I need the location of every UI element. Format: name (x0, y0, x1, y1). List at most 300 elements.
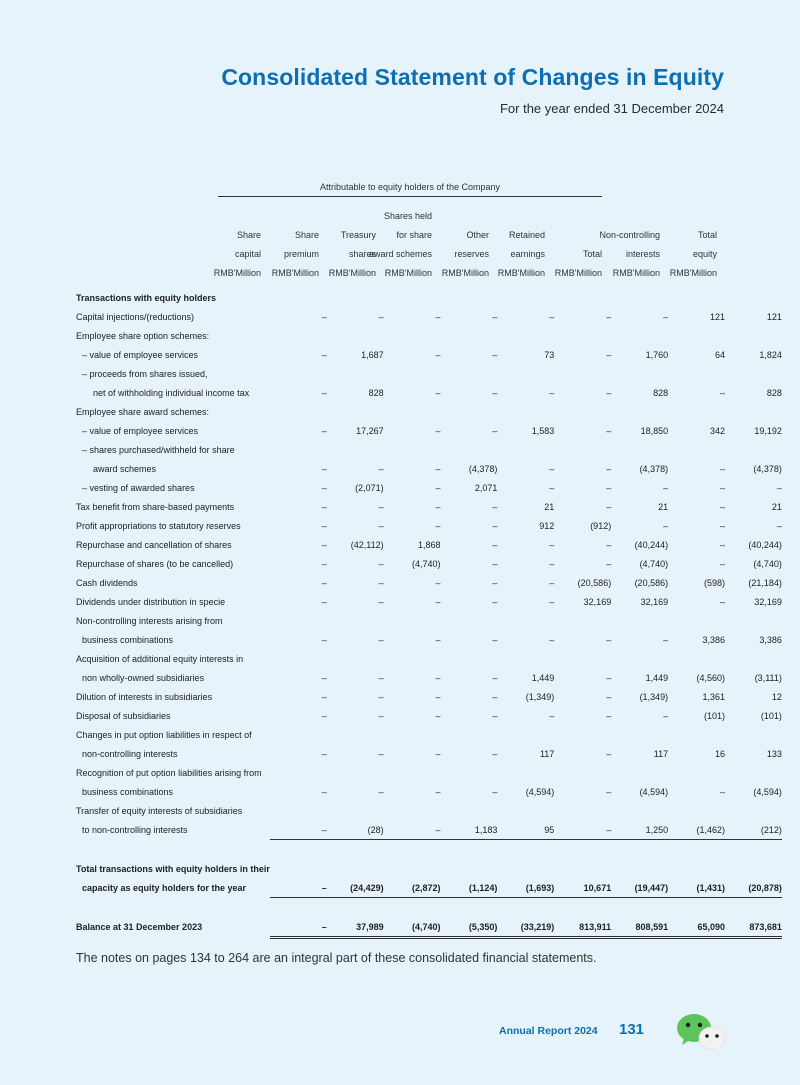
column-header-line (637, 207, 717, 226)
cell-value: – (378, 577, 384, 588)
column-header-line: Retained (508, 230, 545, 240)
cell-value: – (321, 463, 327, 474)
cell-value: (5,350) (441, 917, 498, 938)
cell-value (611, 611, 668, 630)
cell-value (441, 611, 498, 630)
cell-value: (4,378) (468, 463, 498, 474)
table-row (76, 440, 782, 459)
cell-value: 828 (368, 387, 384, 398)
cell-value: – (663, 710, 669, 721)
equity-table (76, 288, 782, 939)
cell-value (554, 898, 611, 918)
cell-value: (1,462) (668, 820, 725, 840)
cell-value: – (492, 596, 498, 607)
cell-value: 95 (497, 820, 554, 840)
cell-value: 18,850 (640, 425, 669, 436)
cell-value: – (606, 349, 612, 360)
cell-value: – (492, 539, 498, 550)
cell-value (611, 763, 668, 782)
table-row (76, 859, 782, 878)
cell-value (611, 402, 668, 421)
row-label: Total transactions with equity holders in their (76, 863, 270, 874)
cell-value: – (549, 463, 555, 474)
table-row (76, 326, 782, 345)
cell-value (327, 402, 384, 421)
cell-value (668, 611, 725, 630)
cell-value: – (321, 349, 327, 360)
row-label: Repurchase of shares (to be cancelled) (76, 558, 234, 569)
cell-value (554, 288, 611, 307)
cell-value (327, 326, 384, 345)
table-row (76, 288, 782, 307)
cell-value: (20,586) (634, 577, 669, 588)
cell-value (668, 402, 725, 421)
row-label: Transactions with equity holders (76, 292, 217, 303)
cell-value: (2,071) (355, 482, 384, 493)
footer-note: The notes on pages 134 to 264 are an integral part of these consolidated financial statements. (76, 951, 597, 965)
report-name: Annual Report 2024 (499, 1025, 598, 1037)
cell-value (725, 288, 782, 307)
cell-value: – (606, 634, 612, 645)
cell-value: 1,687 (361, 349, 384, 360)
column-header-line: reserves (454, 249, 489, 259)
cell-value: 121 (709, 311, 725, 322)
cell-value (611, 364, 668, 383)
cell-value (497, 326, 554, 345)
cell-value: 32,169 (754, 596, 782, 607)
cell-value (611, 898, 668, 918)
cell-value: 64 (714, 349, 725, 360)
cell-value: 32,169 (583, 596, 612, 607)
table-row (76, 801, 782, 820)
column-header-line: premium (283, 249, 319, 259)
cell-value (668, 440, 725, 459)
cell-value (270, 611, 327, 630)
cell-value (725, 649, 782, 668)
column-header-line: interests (625, 249, 660, 259)
cell-value: – (270, 878, 327, 898)
cell-value (725, 859, 782, 878)
cell-value: 1,824 (759, 349, 782, 360)
table-row (76, 478, 782, 497)
row-label: Capital injections/(reductions) (76, 311, 195, 322)
cell-value: 121 (766, 311, 782, 322)
column-header-line: Share (236, 230, 261, 240)
table-row (76, 840, 782, 860)
cell-value (270, 364, 327, 383)
row-label: Profit appropriations to statutory reserves (76, 520, 241, 531)
table-row (76, 649, 782, 668)
cell-value: (101) (760, 710, 782, 721)
cell-value (497, 898, 554, 918)
table-row (76, 820, 782, 840)
cell-value: – (321, 748, 327, 759)
cell-value: – (719, 596, 725, 607)
cell-value: 10,671 (554, 878, 611, 898)
cell-value (668, 840, 725, 860)
cell-value: (1,693) (497, 878, 554, 898)
cell-value: – (606, 691, 612, 702)
column-header-line: RMB'Million (384, 268, 432, 278)
cell-value (611, 840, 668, 860)
cell-value (270, 326, 327, 345)
cell-value (497, 364, 554, 383)
cell-value: – (492, 577, 498, 588)
cell-value (497, 801, 554, 820)
cell-value: – (492, 634, 498, 645)
cell-value: – (606, 786, 612, 797)
cell-value: – (549, 311, 555, 322)
cell-value: – (663, 482, 669, 493)
table-row (76, 459, 782, 478)
cell-value (611, 725, 668, 744)
page-number: 131 (619, 1021, 645, 1038)
cell-value: – (435, 482, 441, 493)
table-row (76, 535, 782, 554)
cell-value: – (554, 820, 611, 840)
cell-value: – (492, 387, 498, 398)
cell-value (441, 859, 498, 878)
row-label: Dividends under distribution in specie (76, 596, 226, 607)
table-row (76, 687, 782, 706)
cell-value (554, 801, 611, 820)
cell-value (441, 725, 498, 744)
cell-value (497, 725, 554, 744)
cell-value: 808,591 (611, 917, 668, 938)
cell-value: – (663, 520, 669, 531)
table-row (76, 364, 782, 383)
table-row (76, 668, 782, 687)
cell-value: (101) (703, 710, 725, 721)
cell-value: 828 (766, 387, 782, 398)
column-header-line: Total (582, 249, 602, 259)
cell-value: 912 (539, 520, 555, 531)
cell-value (554, 326, 611, 345)
cell-value: (4,594) (753, 786, 782, 797)
cell-value (384, 898, 441, 918)
cell-value: 1,449 (645, 672, 669, 683)
row-label: Transfer of equity interests of subsidiaries (76, 805, 243, 816)
cell-value: – (270, 820, 327, 840)
cell-value: – (321, 501, 327, 512)
table-row (76, 706, 782, 725)
cell-value (384, 725, 441, 744)
table-row (76, 383, 782, 402)
cell-value: – (549, 539, 555, 550)
cell-value: 1,361 (702, 691, 725, 702)
attributable-divider (218, 196, 602, 197)
cell-value: (1,124) (441, 878, 498, 898)
cell-value (327, 288, 384, 307)
cell-value: (40,244) (634, 539, 669, 550)
cell-value: – (549, 558, 555, 569)
column-header-line: equity (692, 249, 717, 259)
cell-value: – (606, 482, 612, 493)
column-header-line: RMB'Million (441, 268, 489, 278)
cell-value (554, 725, 611, 744)
row-label: non-controlling interests (82, 748, 178, 759)
cell-value: – (378, 558, 384, 569)
cell-value: – (549, 596, 555, 607)
cell-value (497, 611, 554, 630)
cell-value (554, 859, 611, 878)
cell-value: – (321, 558, 327, 569)
table-row (76, 554, 782, 573)
cell-value (497, 649, 554, 668)
table-row (76, 917, 782, 938)
cell-value: 873,681 (725, 917, 782, 938)
cell-value: – (435, 577, 441, 588)
cell-value: – (776, 482, 782, 493)
row-label (76, 898, 270, 918)
cell-value (327, 364, 384, 383)
cell-value (668, 364, 725, 383)
cell-value: – (435, 634, 441, 645)
cell-value: – (606, 387, 612, 398)
cell-value: 21 (658, 501, 669, 512)
cell-value (270, 859, 327, 878)
column-header-line: RMB'Million (213, 268, 261, 278)
cell-value: – (435, 672, 441, 683)
cell-value (384, 402, 441, 421)
cell-value (725, 440, 782, 459)
row-label: Non-controlling interests arising from (76, 615, 223, 626)
cell-value (441, 364, 498, 383)
cell-value (554, 611, 611, 630)
cell-value (384, 326, 441, 345)
cell-value: (4,740) (384, 917, 441, 938)
column-header-line: RMB'Million (271, 268, 319, 278)
cell-value: – (549, 710, 555, 721)
cell-value (554, 402, 611, 421)
cell-value: – (378, 691, 384, 702)
cell-value: – (435, 691, 441, 702)
cell-value: – (378, 748, 384, 759)
cell-value: – (321, 539, 327, 550)
cell-value: – (435, 748, 441, 759)
cell-value: (19,447) (611, 878, 668, 898)
column-header-line: Share (294, 230, 319, 240)
cell-value: – (492, 501, 498, 512)
cell-value: (4,594) (639, 786, 669, 797)
cell-value: – (606, 463, 612, 474)
cell-value: 32,169 (640, 596, 669, 607)
table-row (76, 782, 782, 801)
cell-value: – (321, 634, 327, 645)
cell-value: – (549, 577, 555, 588)
cell-value: 17,267 (356, 425, 384, 436)
cell-value: – (321, 596, 327, 607)
cell-value (611, 859, 668, 878)
column-header-line: RMB'Million (669, 268, 717, 278)
row-label: – value of employee services (82, 349, 199, 360)
cell-value: – (435, 501, 441, 512)
cell-value: (4,740) (412, 558, 441, 569)
cell-value (327, 763, 384, 782)
cell-value: – (378, 710, 384, 721)
cell-value: – (492, 748, 498, 759)
cell-value: – (384, 820, 441, 840)
table-row (76, 516, 782, 535)
cell-value (441, 288, 498, 307)
cell-value: – (549, 634, 555, 645)
cell-value: – (719, 387, 725, 398)
row-label: Dilution of interests in subsidiaries (76, 691, 213, 702)
cell-value: – (378, 634, 384, 645)
column-header-line: RMB'Million (497, 268, 545, 278)
cell-value (327, 725, 384, 744)
cell-value: 65,090 (668, 917, 725, 938)
cell-value: – (606, 501, 612, 512)
cell-value: (4,740) (753, 558, 782, 569)
cell-value: (4,740) (639, 558, 669, 569)
cell-value: 342 (709, 425, 725, 436)
column-header-line: Non-controlling (599, 230, 660, 240)
cell-value: – (378, 311, 384, 322)
cell-value: – (378, 672, 384, 683)
cell-value (441, 326, 498, 345)
cell-value: 16 (714, 748, 725, 759)
cell-value: – (719, 786, 725, 797)
cell-value: 1,760 (645, 349, 669, 360)
row-label: award schemes (93, 463, 157, 474)
cell-value (270, 402, 327, 421)
cell-value: – (435, 596, 441, 607)
row-label: – proceeds from shares issued, (82, 368, 208, 379)
table-row (76, 898, 782, 918)
cell-value: (4,378) (753, 463, 782, 474)
cell-value: 117 (653, 748, 669, 759)
column-header-line: RMB'Million (328, 268, 376, 278)
cell-value (668, 288, 725, 307)
cell-value: – (435, 710, 441, 721)
cell-value (668, 326, 725, 345)
cell-value: (212) (725, 820, 782, 840)
row-label: Cash dividends (76, 577, 138, 588)
cell-value (497, 288, 554, 307)
cell-value: 828 (653, 387, 669, 398)
cell-value (441, 402, 498, 421)
cell-value: – (719, 520, 725, 531)
cell-value: – (321, 786, 327, 797)
cell-value: 1,583 (531, 425, 555, 436)
row-label: capacity as equity holders for the year (82, 882, 247, 893)
row-label: Recognition of put option liabilities arising from (76, 767, 262, 778)
cell-value: – (606, 748, 612, 759)
table-row (76, 307, 782, 326)
cell-value (384, 859, 441, 878)
cell-value: – (321, 672, 327, 683)
cell-value (611, 440, 668, 459)
cell-value (441, 898, 498, 918)
cell-value: (21,184) (748, 577, 782, 588)
cell-value: – (378, 520, 384, 531)
cell-value: (1,349) (525, 691, 555, 702)
cell-value: 1,183 (441, 820, 498, 840)
cell-value: (1,349) (639, 691, 669, 702)
cell-value: (42,112) (350, 539, 384, 550)
row-label: to non-controlling interests (82, 824, 188, 835)
row-label: business combinations (82, 786, 174, 797)
column-header-line: Other (466, 230, 489, 240)
row-label: Changes in put option liabilities in respect of (76, 729, 252, 740)
cell-value (668, 898, 725, 918)
cell-value: – (378, 596, 384, 607)
row-label: non wholly-owned subsidiaries (82, 672, 205, 683)
cell-value: (24,429) (327, 878, 384, 898)
cell-value: – (321, 387, 327, 398)
cell-value: – (606, 672, 612, 683)
table-row (76, 421, 782, 440)
cell-value: 1,868 (418, 539, 441, 550)
cell-value: – (378, 786, 384, 797)
cell-value: – (492, 311, 498, 322)
cell-value: – (719, 539, 725, 550)
cell-value (668, 801, 725, 820)
table-row (76, 573, 782, 592)
cell-value: – (606, 558, 612, 569)
column-header-line: Treasury (340, 230, 376, 240)
cell-value: 117 (539, 748, 555, 759)
cell-value: – (435, 387, 441, 398)
column-header-line: RMB'Million (554, 268, 602, 278)
cell-value: – (321, 577, 327, 588)
cell-value (725, 840, 782, 860)
cell-value (554, 840, 611, 860)
cell-value (327, 440, 384, 459)
cell-value: (4,560) (696, 672, 725, 683)
cell-value (384, 801, 441, 820)
cell-value (497, 859, 554, 878)
cell-value: – (719, 463, 725, 474)
cell-value (327, 611, 384, 630)
cell-value: – (492, 558, 498, 569)
row-label: Employee share option schemes: (76, 330, 210, 341)
cell-value: – (549, 387, 555, 398)
table-row (76, 611, 782, 630)
cell-value (725, 898, 782, 918)
cell-value (725, 326, 782, 345)
cell-value (725, 725, 782, 744)
cell-value: (28) (327, 820, 384, 840)
cell-value: 813,911 (554, 917, 611, 938)
cell-value: – (606, 311, 612, 322)
cell-value (441, 440, 498, 459)
cell-value: – (776, 520, 782, 531)
row-label (76, 840, 270, 860)
cell-value: 21 (771, 501, 782, 512)
cell-value (270, 898, 327, 918)
cell-value: – (435, 786, 441, 797)
cell-value (270, 649, 327, 668)
cell-value: (4,378) (639, 463, 669, 474)
cell-value: – (321, 520, 327, 531)
cell-value: – (435, 311, 441, 322)
cell-value: – (606, 425, 612, 436)
cell-value: 19,192 (754, 425, 782, 436)
cell-value (384, 440, 441, 459)
cell-value: – (492, 425, 498, 436)
cell-value: (1,431) (668, 878, 725, 898)
column-header-line: earnings (510, 249, 545, 259)
cell-value (497, 440, 554, 459)
cell-value (668, 725, 725, 744)
cell-value: 21 (544, 501, 555, 512)
cell-value (384, 364, 441, 383)
cell-value: – (719, 501, 725, 512)
row-label: Disposal of subsidiaries (76, 710, 171, 721)
cell-value (327, 801, 384, 820)
